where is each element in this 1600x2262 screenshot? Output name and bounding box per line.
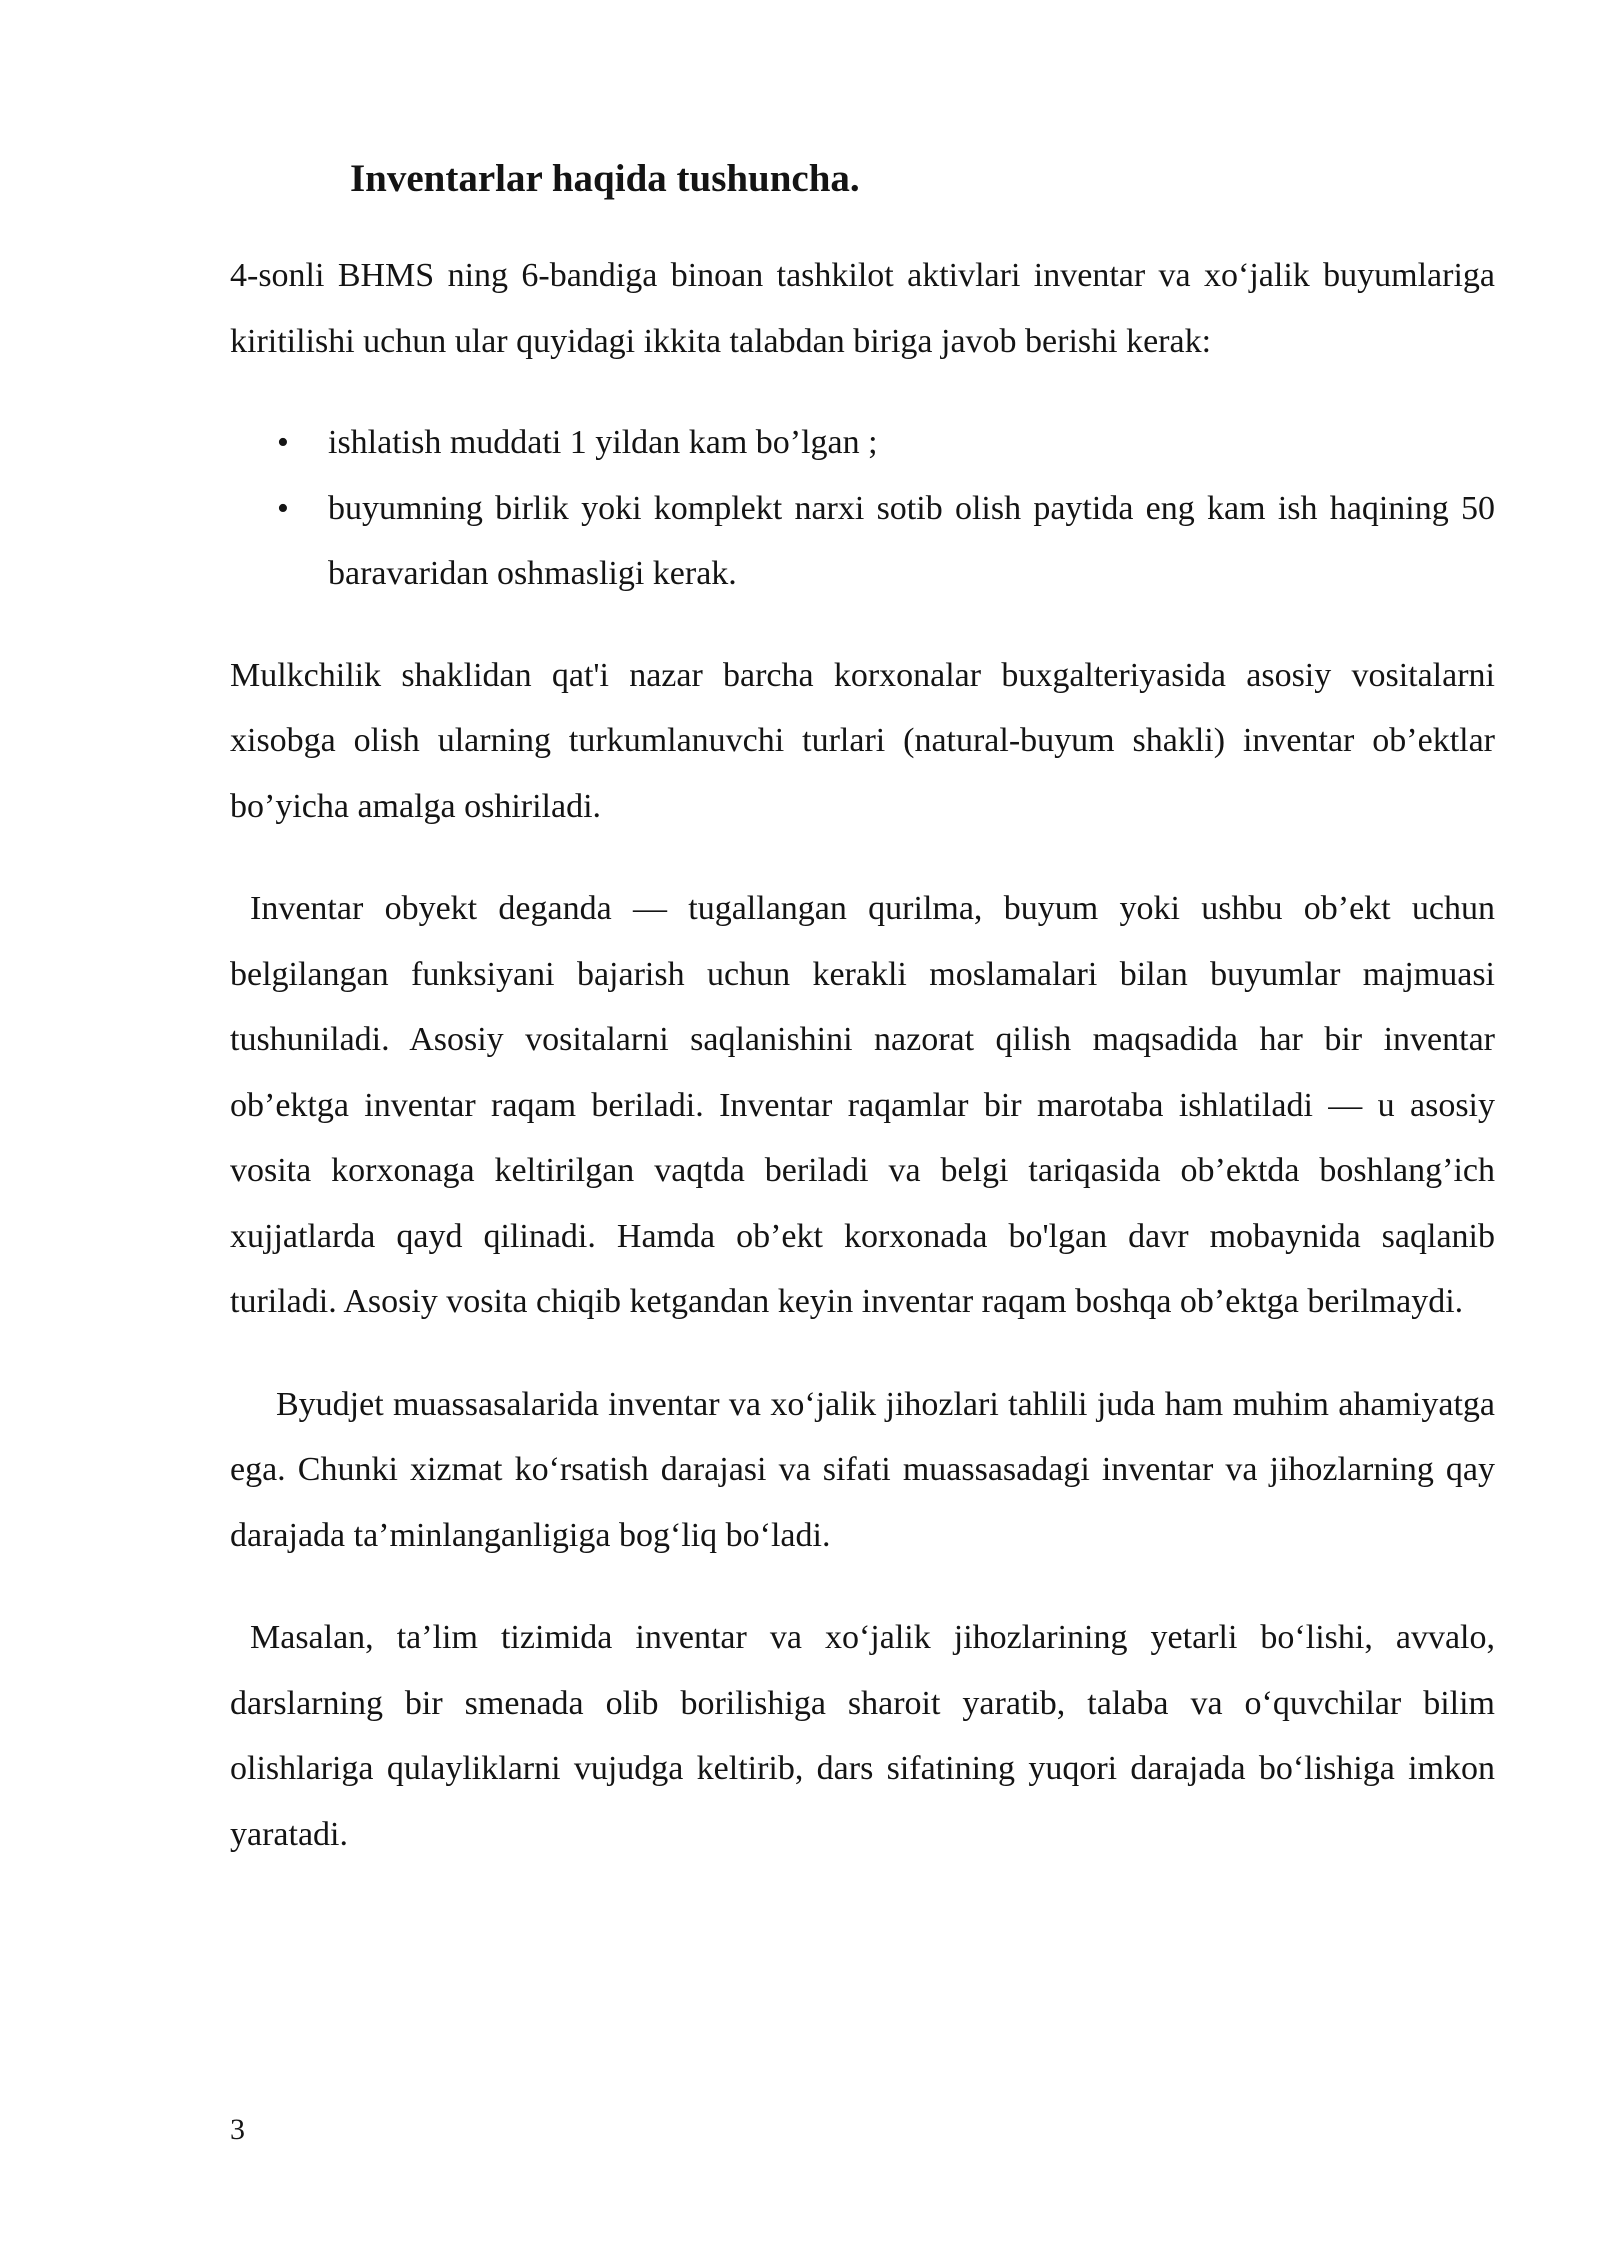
page-title: Inventarlar haqida tushuncha. bbox=[350, 157, 860, 200]
requirements-list bbox=[230, 410, 1495, 607]
bullet-marker: • bbox=[277, 489, 289, 527]
page-content bbox=[230, 150, 1495, 1867]
list-item bbox=[230, 476, 1495, 607]
list-item bbox=[230, 410, 1495, 476]
paragraph-intro: 4-sonli BHMS ning 6-bandiga binoan tashkilot aktivlari inventar va xo‘jalik buyumlariga kiritilishi uchun ular quyidagi ikkita talabdan biriga javob berishi kerak: bbox=[230, 257, 1495, 360]
list-item-text: ishlatish muddati 1 yildan kam bo’lgan ; bbox=[328, 424, 878, 461]
page-number: 3 bbox=[230, 2113, 245, 2146]
list-item-text: buyumning birlik yoki komplekt narxi sotib olish paytida eng kam ish haqining 50 baravaridan oshmasligi kerak. bbox=[328, 489, 1495, 592]
paragraph-inventar-obyekt: Inventar obyekt deganda — tugallangan qurilma, buyum yoki ushbu ob’ekt uchun belgilangan funksiyani bajarish uchun kerakli moslamalari bilan buyumlar majmuasi tushuniladi. Asosiy vositalarni saqlanishini nazorat qilish maqsadida har bir inventar ob’ektga inventar raqam beriladi. Inventar raqamlar bir marotaba ishlatiladi — u asosiy vosita korxonaga keltirilgan vaqtda beriladi va belgi tariqasida ob’ektda boshlang’ich xujjatlarda qayd qilinadi. Hamda ob’ekt korxonada bo'lgan davr mobaynida saqlanib turiladi. Asosiy vosita chiqib ketgandan keyin inventar raqam boshqa ob’ektga berilmaydi. bbox=[230, 890, 1495, 1320]
paragraph-byudjet: Byudjet muassasalarida inventar va xo‘jalik jihozlari tahlili juda ham muhim ahamiyatga ega. Chunki xizmat ko‘rsatish darajasi va sifati muassasadagi inventar va jihozlarning qay darajada ta’minlanganligiga bog‘liq bo‘ladi. bbox=[230, 1385, 1495, 1554]
paragraph-masalan: Masalan, ta’lim tizimida inventar va xo‘jalik jihozlarining yetarli bo‘lishi, avvalo, darslarning bir smenada olib borilishiga sharoit yaratib, talaba va o‘quvchilar bilim olishlariga qulayliklarni vujudga keltirib, dars sifatining yuqori darajada bo‘lishiga imkon yaratadi. bbox=[230, 1619, 1495, 1853]
bullet-marker: • bbox=[277, 424, 289, 461]
paragraph-mulkchilik: Mulkchilik shaklidan qat'i nazar barcha korxonalar buxgalteriyasida asosiy vositalarni xisobga olish ularning turkumlanuvchi turlari (natural-buyum shakli) inventar ob’ektlar bo’yicha amalga oshiriladi. bbox=[230, 656, 1495, 825]
